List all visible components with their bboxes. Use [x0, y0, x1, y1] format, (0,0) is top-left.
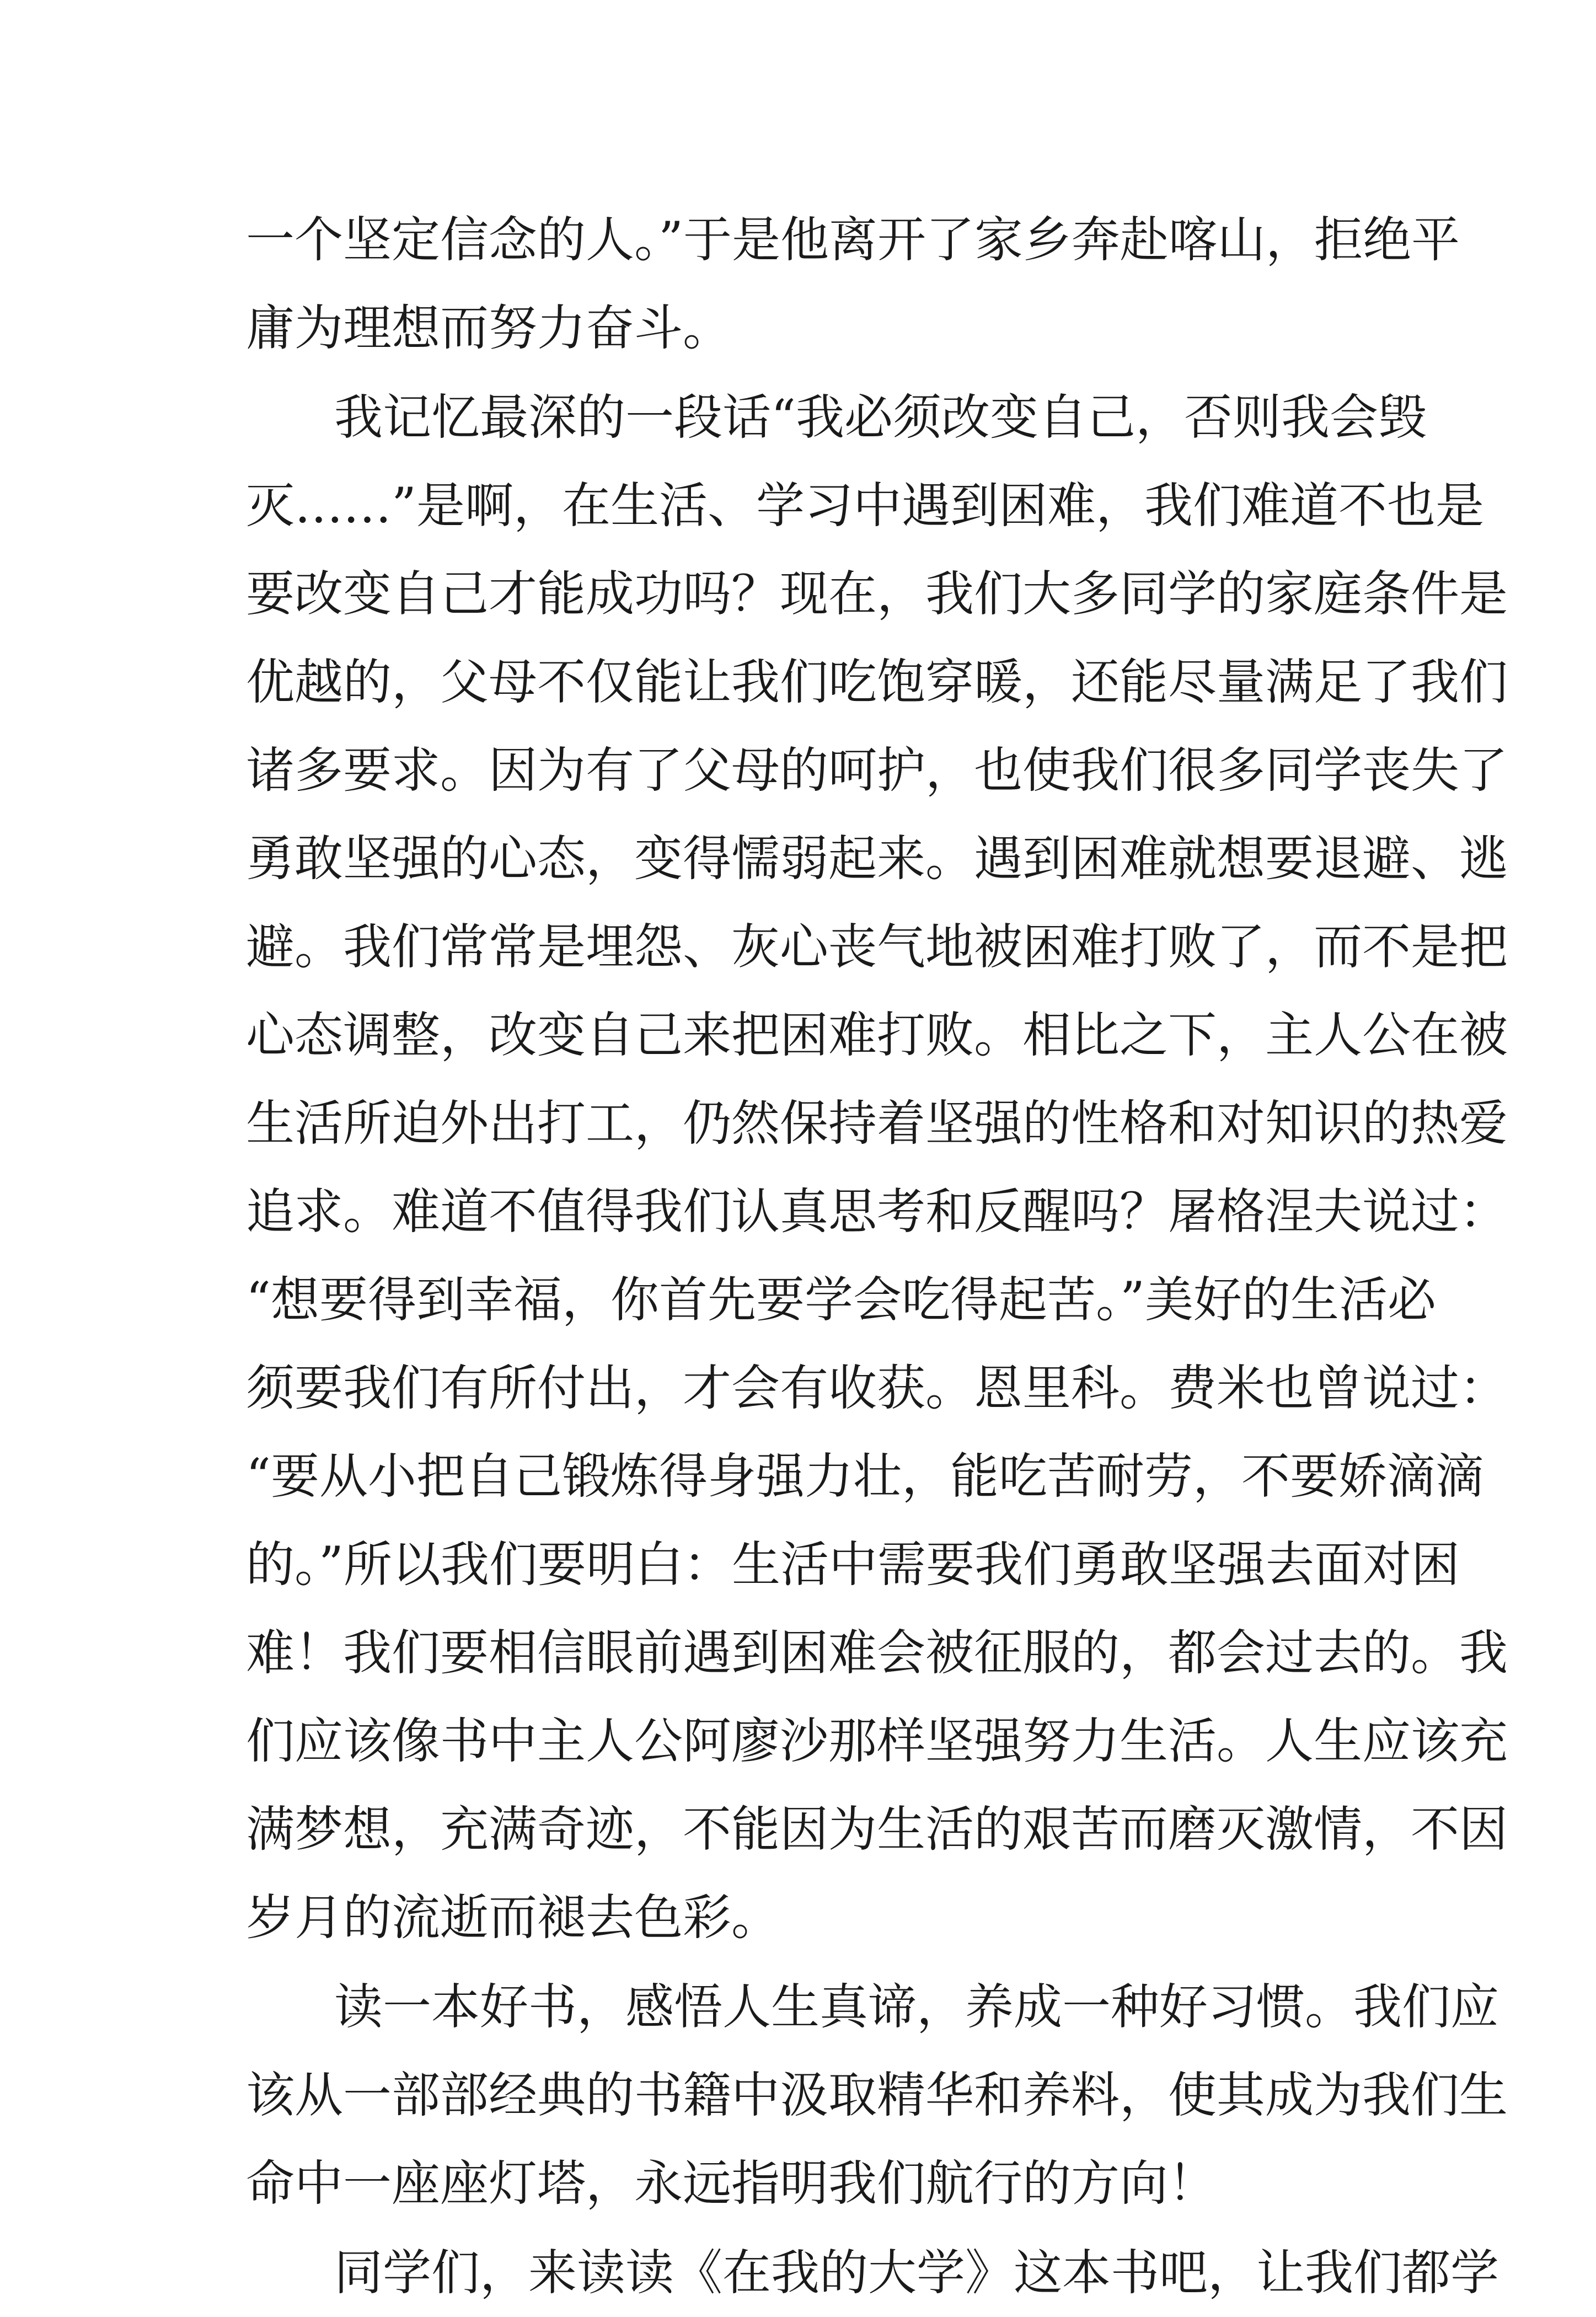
text-line: 心态调整，改变自己来把困难打败。相比之下，主人公在被	[246, 1007, 1508, 1063]
text-line: 同学们，来读读《在我的大学》这本书吧，让我们都学	[334, 2244, 1499, 2301]
paragraph-4	[246, 2229, 1499, 2317]
text-line: 勇敢坚强的心态，变得懦弱起来。遇到困难就想要退避、逃	[246, 830, 1508, 887]
text-line: 读一本好书，感悟人生真谛，养成一种好习惯。我们应	[334, 1978, 1499, 2035]
text-line: 须要我们有所付出，才会有收获。恩里科。费米也曾说过：	[246, 1360, 1508, 1416]
text-line: 灭……”是啊，在生活、学习中遇到困难，我们难道不也是	[246, 477, 1484, 534]
text-line: “要从小把自己锻炼得身强力壮，能吃苦耐劳，不要娇滴滴	[246, 1448, 1484, 1505]
text-line: 命中一座座灯塔，永远指明我们航行的方向！	[246, 2155, 1217, 2212]
text-line: 避。我们常常是埋怨、灰心丧气地被困难打败了，而不是把	[246, 918, 1508, 975]
text-line: “想要得到幸福，你首先要学会吃得起苦。”美好的生活必	[246, 1271, 1436, 1328]
document-page	[246, 196, 1508, 2317]
text-line: 追求。难道不值得我们认真思考和反醒吗？屠格涅夫说过：	[246, 1183, 1508, 1240]
paragraph-3	[246, 1963, 1508, 2228]
text-line: 庸为理想而努力奋斗。	[246, 299, 732, 356]
text-line: 的。”所以我们要明白：生活中需要我们勇敢坚强去面对困	[246, 1536, 1460, 1593]
text-line: 诸多要求。因为有了父母的呵护，也使我们很多同学丧失了	[246, 742, 1508, 799]
text-line: 难！我们要相信眼前遇到困难会被征服的，都会过去的。我	[246, 1624, 1508, 1681]
text-line: 一个坚定信念的人。”于是他离开了家乡奔赴喀山，拒绝平	[246, 211, 1460, 268]
text-line: 我记忆最深的一段话“我必须改变自己，否则我会毁	[334, 389, 1427, 446]
text-line: 要改变自己才能成功吗？现在，我们大多同学的家庭条件是	[246, 565, 1508, 622]
paragraph-2	[246, 373, 1508, 1962]
text-line: 们应该像书中主人公阿廖沙那样坚强努力生活。人生应该充	[246, 1713, 1508, 1769]
text-line: 岁月的流逝而褪去色彩。	[246, 1889, 780, 1946]
text-line: 该从一部部经典的书籍中汲取精华和养料，使其成为我们生	[246, 2067, 1508, 2123]
text-line: 优越的，父母不仅能让我们吃饱穿暖，还能尽量满足了我们	[246, 654, 1508, 710]
paragraph-1	[246, 196, 1460, 372]
text-line: 生活所迫外出打工，仍然保持着坚强的性格和对知识的热爱	[246, 1095, 1508, 1152]
text-line: 满梦想，充满奇迹，不能因为生活的艰苦而磨灭激情，不因	[246, 1801, 1508, 1858]
